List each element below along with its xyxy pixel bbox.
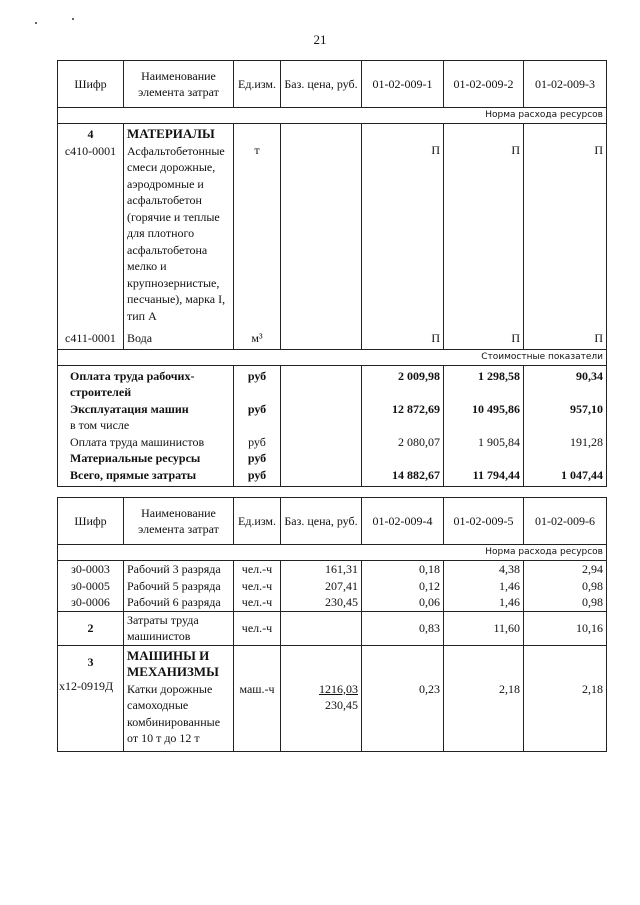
worker-value-2: 4,38 xyxy=(444,561,524,578)
item-name: Вода xyxy=(124,324,234,349)
worker-value-1: 0,18 xyxy=(362,561,444,578)
scan-speck xyxy=(35,22,37,24)
item-value-2: П xyxy=(444,324,524,349)
item-value-3: П xyxy=(524,324,607,349)
item-value-1: П xyxy=(362,124,444,325)
header-col-4: 01-02-009-4 xyxy=(362,498,444,545)
cost-value-2: 10 495,86 xyxy=(444,401,524,418)
worker-value-2: 1,46 xyxy=(444,578,524,595)
table-row xyxy=(58,401,607,418)
cost-name: Оплата труда машинистов xyxy=(58,434,234,451)
section-code: 3 xyxy=(87,654,94,669)
scan-speck xyxy=(72,18,74,20)
resource-table-1 xyxy=(57,60,607,487)
header-name: Наименование элемента затрат xyxy=(124,498,234,545)
section-code: 2 xyxy=(58,611,124,645)
cost-value-3: 191,28 xyxy=(524,434,607,451)
worker-value-3: 0,98 xyxy=(524,578,607,595)
worker-value-1: 0,12 xyxy=(362,578,444,595)
header-col-1: 01-02-009-1 xyxy=(362,61,444,108)
item-code: с410-0001 xyxy=(64,143,117,158)
table-row xyxy=(58,467,607,487)
table-row xyxy=(58,365,607,401)
table-row xyxy=(58,324,607,349)
header-col-6: 01-02-009-6 xyxy=(524,498,607,545)
section-title: МАТЕРИАЛЫ xyxy=(127,126,215,141)
section-title: МАШИНЫ И МЕХАНИЗМЫ xyxy=(127,647,219,679)
cost-unit: руб xyxy=(234,401,281,418)
table-header xyxy=(58,498,607,545)
cost-name: Материальные ресурсы xyxy=(58,450,234,467)
section-value-2: 11,60 xyxy=(444,611,524,645)
table-header xyxy=(58,61,607,108)
section-value-3: 10,16 xyxy=(524,611,607,645)
table-row xyxy=(58,561,607,578)
page-number: 21 xyxy=(313,32,327,47)
table-row xyxy=(58,124,607,325)
section-value-1: 0,83 xyxy=(362,611,444,645)
worker-value-3: 0,98 xyxy=(524,594,607,611)
item-name: Катки дорожные самоходные комбинированные от 10 т до 12 т xyxy=(127,681,221,745)
band-norm-label: Норма расхода ресурсов xyxy=(58,108,607,124)
cost-unit: руб xyxy=(234,467,281,487)
item-unit: т xyxy=(234,124,281,325)
band-cost-label: Стоимостные показатели xyxy=(58,349,607,365)
worker-code: з0-0005 xyxy=(58,578,124,595)
header-price: Баз. цена, руб. xyxy=(281,498,362,545)
cost-unit: руб xyxy=(234,434,281,451)
item-value-1: 0,23 xyxy=(362,645,444,751)
item-name: Асфальтобетонные смеси дорожные, аэродромные и асфальтобетон (горячие и теплые для плотного асфальтобетона мелко и крупнозернистые, песчаные), марка I, тип А xyxy=(127,143,226,323)
cost-value-1: 2 009,98 xyxy=(362,365,444,401)
worker-price: 161,31 xyxy=(281,561,362,578)
item-value-2: 2,18 xyxy=(444,645,524,751)
item-price-alt: 230,45 xyxy=(325,698,358,712)
worker-name: Рабочий 3 разряда xyxy=(124,561,234,578)
cost-name: в том числе xyxy=(58,417,234,434)
worker-value-3: 2,94 xyxy=(524,561,607,578)
worker-code: з0-0003 xyxy=(58,561,124,578)
table-row xyxy=(58,434,607,451)
table-row xyxy=(58,645,607,751)
cost-value-2: 11 794,44 xyxy=(444,467,524,487)
header-price: Баз. цена, руб. xyxy=(281,61,362,108)
item-value-3: П xyxy=(524,124,607,325)
worker-price: 230,45 xyxy=(281,594,362,611)
item-value-3: 2,18 xyxy=(524,645,607,751)
item-value-2: П xyxy=(444,124,524,325)
table-row xyxy=(58,611,607,645)
cost-value-3: 90,34 xyxy=(524,365,607,401)
worker-name: Рабочий 6 разряда xyxy=(124,594,234,611)
item-unit: м³ xyxy=(234,324,281,349)
header-unit: Ед.изм. xyxy=(234,498,281,545)
section-name: Затраты труда машинистов xyxy=(124,611,234,645)
cost-value-2: 1 905,84 xyxy=(444,434,524,451)
header-col-5: 01-02-009-5 xyxy=(444,498,524,545)
cost-value-1: 2 080,07 xyxy=(362,434,444,451)
cost-name: Эксплуатация машин xyxy=(58,401,234,418)
band-row xyxy=(58,108,607,124)
worker-value-2: 1,46 xyxy=(444,594,524,611)
item-code: х12-0919Д xyxy=(59,679,114,693)
cost-value-2: 1 298,58 xyxy=(444,365,524,401)
header-code: Шифр xyxy=(58,498,124,545)
table-row xyxy=(58,578,607,595)
worker-price: 207,41 xyxy=(281,578,362,595)
worker-name: Рабочий 5 разряда xyxy=(124,578,234,595)
header-col-2: 01-02-009-2 xyxy=(444,61,524,108)
item-code: с411-0001 xyxy=(58,324,124,349)
cost-value-3: 957,10 xyxy=(524,401,607,418)
item-unit: маш.-ч xyxy=(234,645,281,751)
cost-value-1: 14 882,67 xyxy=(362,467,444,487)
table-row xyxy=(58,594,607,611)
band-row xyxy=(58,545,607,561)
header-code: Шифр xyxy=(58,61,124,108)
table-row xyxy=(58,450,607,467)
band-norm-label: Норма расхода ресурсов xyxy=(58,545,607,561)
cost-name: Всего, прямые затраты xyxy=(58,467,234,487)
cost-value-1: 12 872,69 xyxy=(362,401,444,418)
section-code: 4 xyxy=(87,127,94,141)
band-row xyxy=(58,349,607,365)
header-col-3: 01-02-009-3 xyxy=(524,61,607,108)
resource-table-2 xyxy=(57,497,607,752)
worker-unit: чел.-ч xyxy=(234,578,281,595)
worker-unit: чел.-ч xyxy=(234,594,281,611)
header-unit: Ед.изм. xyxy=(234,61,281,108)
worker-code: з0-0006 xyxy=(58,594,124,611)
cost-unit: руб xyxy=(234,365,281,401)
cost-name: Оплата труда рабочих-строителей xyxy=(58,365,234,401)
header-name: Наименование элемента затрат xyxy=(124,61,234,108)
item-price: 1216,03 xyxy=(319,681,358,696)
cost-value-3: 1 047,44 xyxy=(524,467,607,487)
item-value-1: П xyxy=(362,324,444,349)
cost-unit: руб xyxy=(234,450,281,467)
section-unit: чел.-ч xyxy=(234,611,281,645)
worker-unit: чел.-ч xyxy=(234,561,281,578)
worker-value-1: 0,06 xyxy=(362,594,444,611)
table-row xyxy=(58,417,607,434)
